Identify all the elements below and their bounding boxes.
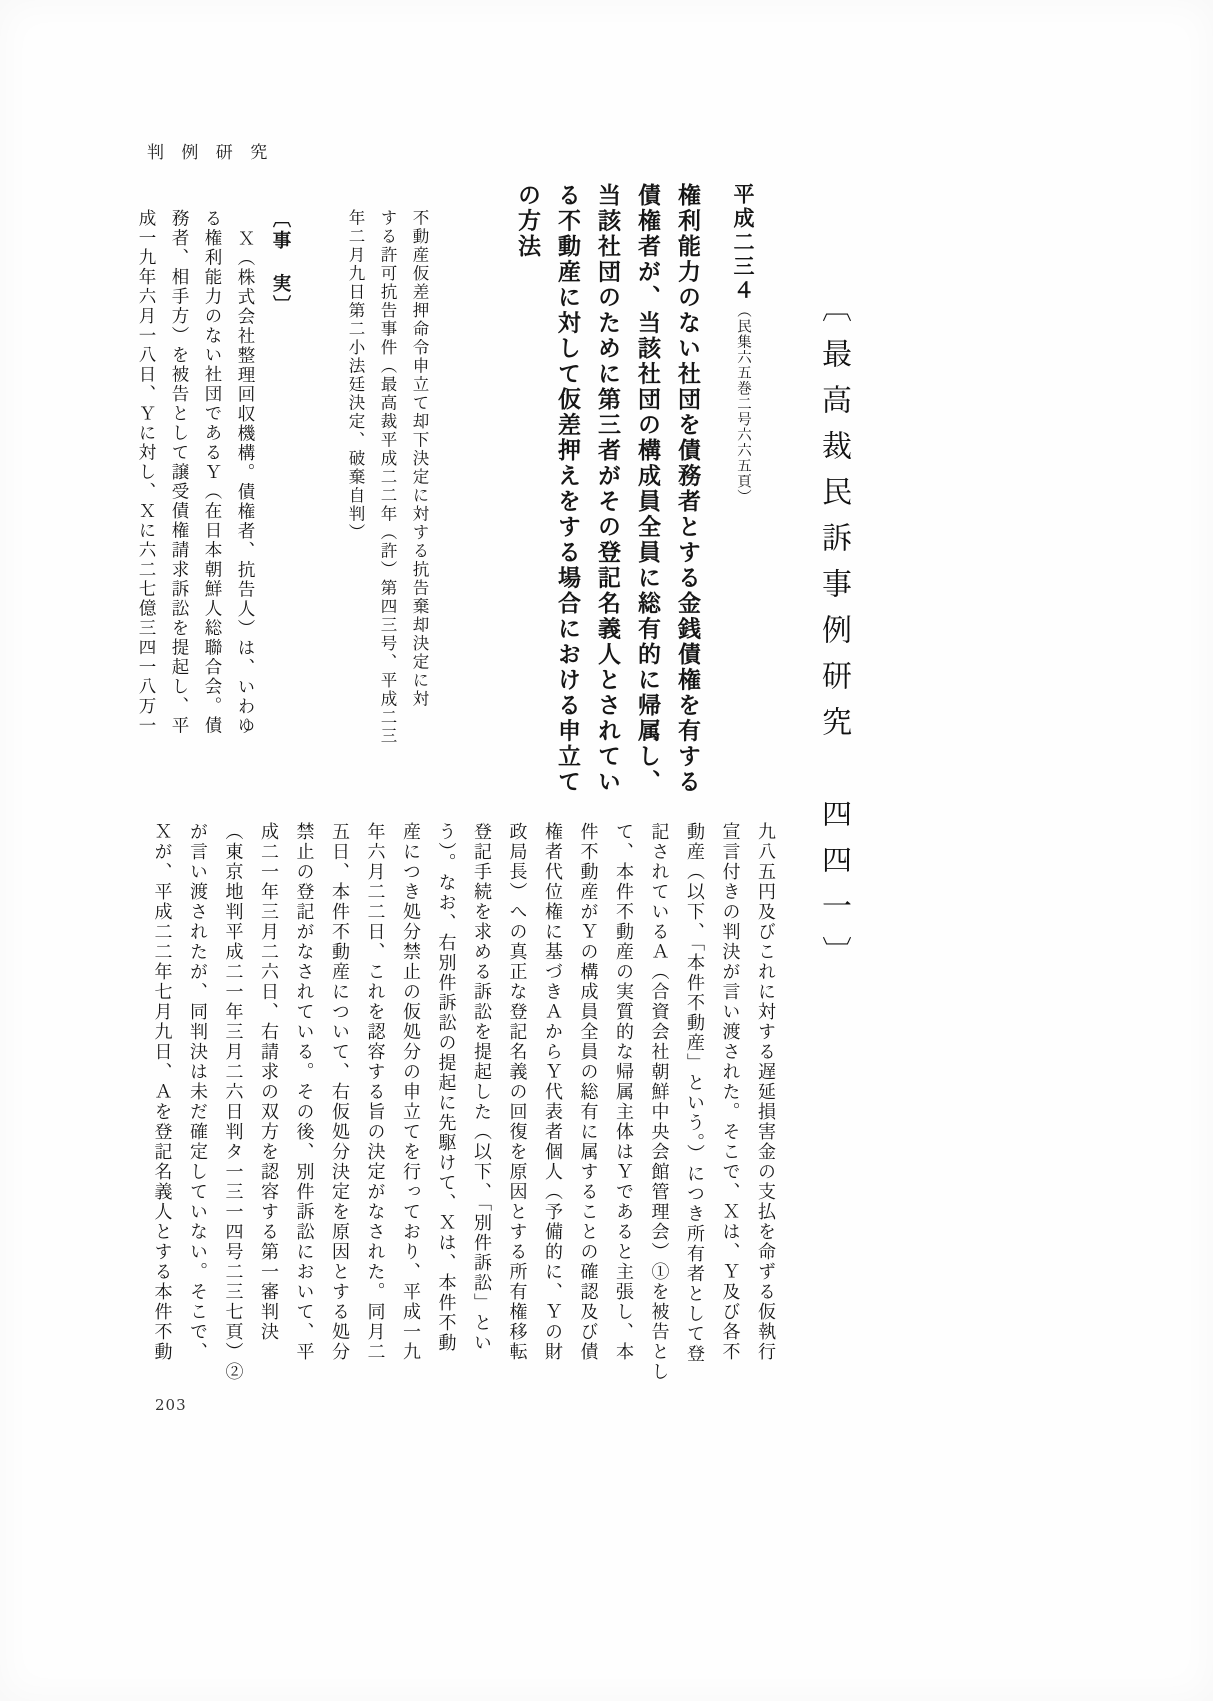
facts-column: う）。なお、右別件訴訟の提起に先駆けて、Ｘは、本件不動 xyxy=(435,822,457,1353)
facts-column: 禁止の登記がなされている。その後、別件訴訟において、平 xyxy=(293,822,315,1362)
facts-column: 宣言付きの判決が言い渡された。そこで、Ｘは、Ｙ及び各不 xyxy=(719,822,741,1362)
headline-column: 債権者が、当該社団の構成員全員に総有的に帰属し、 xyxy=(634,183,660,795)
facts-column: 九八五円及びこれに対する遅延損害金の支払を命ずる仮執行 xyxy=(755,822,776,1362)
facts-column: 記されているＡ（合資会社朝鮮中央会館管理会）①を被告とし xyxy=(648,822,670,1382)
series-title: 〔最高裁民訴事例研究 四四一〕 xyxy=(816,292,851,982)
headline-column: の方法 xyxy=(514,183,540,260)
facts-column: て、本件不動産の実質的な帰属主体はＹであると主張し、本 xyxy=(613,822,634,1362)
bottom-text-block xyxy=(144,822,783,1402)
facts-column: （東京地判平成二一年三月二六日判タ一三一四号二三七頁）② xyxy=(222,822,244,1382)
case-number-line xyxy=(721,183,765,823)
facts-column: が言い渡されたが、同判決は未だ確定していない。そこで、 xyxy=(187,822,208,1362)
facts-column: 産につき処分禁止の仮処分の申立てを行っており、平成一九 xyxy=(400,822,421,1362)
facts-column: 成二一年三月二六日、右請求の双方を認容する第一審判決 xyxy=(258,822,279,1342)
facts-heading: 〔事 実〕 xyxy=(270,209,291,317)
facts-column: 年六月二二日、これを認容する旨の決定がなされた。同月二 xyxy=(364,822,386,1362)
facts-column: 政局長）への真正な登記名義の回復を原因とする所有権移転 xyxy=(506,822,528,1362)
procedure-column: 不動産仮差押命令申立て却下決定に対する抗告棄却決定に対 xyxy=(410,209,429,709)
procedure-column: する許可抗告事件（最高裁平成二二年（許）第四三号、平成二三 xyxy=(378,209,397,746)
facts-column: 件不動産がＹの構成員全員の総有に属することの確認及び債 xyxy=(577,822,599,1362)
facts-column: る権利能力のない社団であるＹ（在日本朝鮮人総聯合会。債 xyxy=(202,209,222,736)
facts-column: 五日、本件不動産について、右仮処分決定を原因とする処分 xyxy=(329,822,350,1362)
facts-column: 務者、相手方）を被告として譲受債権請求訴訟を提起し、平 xyxy=(169,209,189,736)
facts-column: 登記手続を求める訴訟を提起した（以下、「別件訴訟」とい xyxy=(471,822,492,1353)
facts-column: 成一九年六月一八日、Ｙに対し、Ｘに六二七億三四一八万一 xyxy=(136,209,156,736)
headline-column: 権利能力のない社団を債務者とする金銭債権を有する xyxy=(674,183,700,795)
facts-column: 権者代位権に基づきＡからＹ代表者個人（予備的に、Ｙの財 xyxy=(542,822,563,1362)
facts-column: 動産（以下、「本件不動産」という。）につき所有者として登 xyxy=(684,822,705,1364)
case-citation: （民集六五巻二号六六五頁） xyxy=(735,303,751,505)
procedure-column: 年二月九日第二小法廷決定、破棄自判） xyxy=(346,209,365,542)
top-text-block xyxy=(129,183,765,823)
facts-column: Ｘが、平成二二年七月九日、Ａを登記名義人とする本件不動 xyxy=(151,822,173,1362)
headline-column: る不動産に対して仮差押えをする場合における申立て xyxy=(554,183,580,795)
facts-column: Ｘ（株式会社整理回収機構。債権者、抗告人）は、いわゆ xyxy=(235,229,255,736)
headline-column: 当該社団のために第三者がその登記名義人とされてい xyxy=(594,183,620,795)
case-number: 平成二三４ xyxy=(731,183,756,303)
page-number: 203 xyxy=(155,1396,187,1414)
running-head: 判 例 研 究 xyxy=(147,143,274,163)
